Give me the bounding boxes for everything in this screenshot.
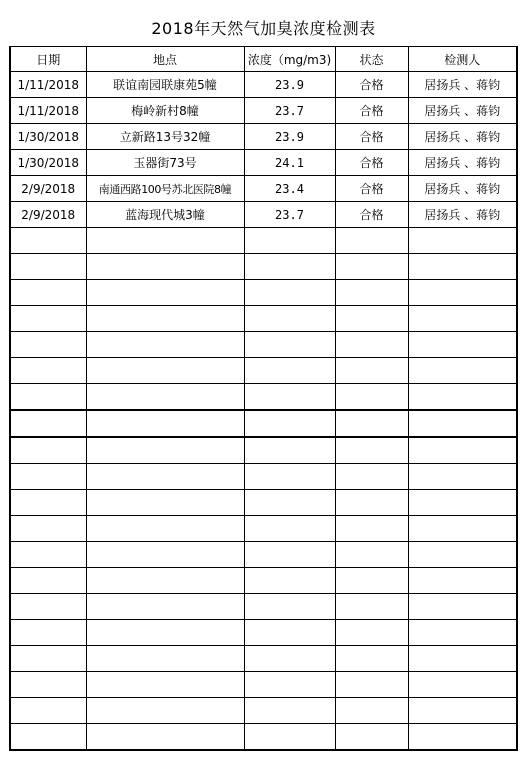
empty-cell-date[interactable] [10,620,86,646]
cell-inspector[interactable]: 居扬兵 、蒋钧 [408,98,517,124]
cell-location[interactable]: 立新路13号32幢 [86,124,244,150]
empty-cell-location[interactable] [86,254,244,280]
cell-inspector[interactable]: 居扬兵 、蒋钧 [408,124,517,150]
empty-cell-inspector[interactable] [408,384,517,411]
empty-table-row [10,254,517,280]
cell-location[interactable]: 玉器街73号 [86,150,244,176]
empty-cell-date[interactable] [10,280,86,306]
empty-cell-date[interactable] [10,724,86,751]
empty-cell-status[interactable] [335,542,408,568]
empty-cell-status[interactable] [335,332,408,358]
cell-concentration[interactable]: 24.1 [244,150,335,176]
empty-cell-status[interactable] [335,698,408,724]
empty-cell-inspector[interactable] [408,724,517,751]
cell-concentration[interactable]: 23.7 [244,202,335,228]
empty-cell-location[interactable] [86,620,244,646]
empty-cell-date[interactable] [10,594,86,620]
cell-status[interactable]: 合格 [335,150,408,176]
cell-date[interactable]: 1/11/2018 [10,98,86,124]
cell-inspector[interactable]: 居扬兵 、蒋钧 [408,202,517,228]
empty-cell-inspector[interactable] [408,254,517,280]
empty-cell-location[interactable] [86,490,244,516]
empty-cell-inspector[interactable] [408,542,517,568]
cell-inspector[interactable]: 居扬兵 、蒋钧 [408,72,517,98]
cell-status[interactable]: 合格 [335,124,408,150]
empty-cell-status[interactable] [335,568,408,594]
empty-cell-location[interactable] [86,464,244,490]
cell-location[interactable]: 蓝海现代城3幢 [86,202,244,228]
table-row [10,124,517,150]
empty-cell-inspector[interactable] [408,358,517,384]
empty-table-row [10,384,517,411]
empty-cell-concentration[interactable] [244,490,335,516]
cell-location[interactable]: 梅岭新村8幢 [86,98,244,124]
cell-status[interactable]: 合格 [335,202,408,228]
empty-cell-date[interactable] [10,464,86,490]
empty-table-row [10,437,517,464]
empty-table-row [10,698,517,724]
empty-cell-date[interactable] [10,228,86,254]
table-row [10,98,517,124]
empty-cell-inspector[interactable] [408,646,517,672]
empty-cell-concentration[interactable] [244,384,335,411]
empty-table-row [10,620,517,646]
empty-cell-date[interactable] [10,516,86,542]
empty-cell-concentration[interactable] [244,568,335,594]
empty-cell-inspector[interactable] [408,490,517,516]
empty-cell-location[interactable] [86,228,244,254]
empty-cell-status[interactable] [335,490,408,516]
header-inspector[interactable]: 检测人 [408,47,517,72]
empty-cell-concentration[interactable] [244,358,335,384]
empty-cell-concentration[interactable] [244,464,335,490]
empty-cell-status[interactable] [335,228,408,254]
empty-cell-status[interactable] [335,306,408,332]
cell-status[interactable]: 合格 [335,98,408,124]
empty-cell-concentration[interactable] [244,594,335,620]
cell-concentration[interactable]: 23.9 [244,124,335,150]
header-concentration[interactable]: 浓度（mg/m3) [244,47,335,72]
empty-table-row [10,672,517,698]
empty-cell-concentration[interactable] [244,254,335,280]
empty-table-row [10,228,517,254]
inspection-table [9,46,518,751]
table-row [10,176,517,202]
empty-cell-date[interactable] [10,410,86,437]
table-row [10,202,517,228]
empty-table-row [10,724,517,751]
empty-cell-concentration[interactable] [244,516,335,542]
page-title: 2018年天然气加臭浓度检测表 [151,19,376,38]
table-row [10,72,517,98]
empty-cell-inspector[interactable] [408,620,517,646]
empty-table-row [10,594,517,620]
empty-cell-location[interactable] [86,410,244,437]
empty-cell-location[interactable] [86,724,244,751]
empty-cell-inspector[interactable] [408,594,517,620]
header-row [10,47,517,72]
empty-table-row [10,464,517,490]
cell-inspector[interactable]: 居扬兵 、蒋钧 [408,176,517,202]
empty-cell-inspector[interactable] [408,332,517,358]
cell-location[interactable]: 南通西路100号苏北医院8幢 [86,176,244,202]
empty-table-row [10,280,517,306]
empty-cell-status[interactable] [335,620,408,646]
empty-cell-location[interactable] [86,384,244,411]
empty-table-row [10,410,517,437]
empty-cell-status[interactable] [335,464,408,490]
empty-cell-status[interactable] [335,672,408,698]
cell-date[interactable]: 1/30/2018 [10,150,86,176]
empty-cell-date[interactable] [10,254,86,280]
empty-cell-date[interactable] [10,646,86,672]
empty-cell-concentration[interactable] [244,437,335,464]
empty-cell-status[interactable] [335,516,408,542]
empty-cell-status[interactable] [335,594,408,620]
header-status[interactable]: 状态 [335,47,408,72]
empty-cell-concentration[interactable] [244,646,335,672]
cell-date[interactable]: 1/30/2018 [10,124,86,150]
empty-cell-date[interactable] [10,490,86,516]
empty-cell-location[interactable] [86,332,244,358]
empty-cell-concentration[interactable] [244,724,335,751]
empty-cell-location[interactable] [86,280,244,306]
empty-cell-concentration[interactable] [244,332,335,358]
empty-table-row [10,306,517,332]
empty-cell-status[interactable] [335,724,408,751]
empty-cell-date[interactable] [10,542,86,568]
empty-cell-concentration[interactable] [244,280,335,306]
empty-cell-location[interactable] [86,516,244,542]
empty-cell-inspector[interactable] [408,280,517,306]
empty-cell-status[interactable] [335,646,408,672]
empty-cell-date[interactable] [10,306,86,332]
cell-concentration[interactable]: 23.4 [244,176,335,202]
cell-concentration[interactable]: 23.9 [244,72,335,98]
empty-cell-inspector[interactable] [408,698,517,724]
empty-table-row [10,332,517,358]
empty-cell-inspector[interactable] [408,568,517,594]
empty-cell-inspector[interactable] [408,464,517,490]
cell-date[interactable]: 2/9/2018 [10,176,86,202]
cell-location[interactable]: 联谊南园联康苑5幢 [86,72,244,98]
empty-cell-status[interactable] [335,384,408,411]
empty-cell-concentration[interactable] [244,672,335,698]
empty-cell-date[interactable] [10,698,86,724]
empty-cell-date[interactable] [10,358,86,384]
cell-concentration[interactable]: 23.7 [244,98,335,124]
empty-cell-status[interactable] [335,410,408,437]
empty-cell-date[interactable] [10,568,86,594]
empty-cell-inspector[interactable] [408,410,517,437]
empty-cell-date[interactable] [10,384,86,411]
header-date[interactable]: 日期 [10,47,86,72]
empty-cell-date[interactable] [10,332,86,358]
cell-inspector[interactable]: 居扬兵 、蒋钧 [408,150,517,176]
header-location[interactable]: 地点 [86,47,244,72]
empty-cell-inspector[interactable] [408,516,517,542]
empty-cell-location[interactable] [86,358,244,384]
empty-cell-date[interactable] [10,672,86,698]
empty-cell-status[interactable] [335,280,408,306]
empty-cell-concentration[interactable] [244,410,335,437]
empty-cell-status[interactable] [335,254,408,280]
empty-table-row [10,568,517,594]
empty-table-row [10,646,517,672]
empty-cell-concentration[interactable] [244,620,335,646]
empty-table-row [10,542,517,568]
empty-table-row [10,516,517,542]
empty-cell-status[interactable] [335,437,408,464]
cell-date[interactable]: 1/11/2018 [10,72,86,98]
empty-cell-location[interactable] [86,646,244,672]
empty-cell-date[interactable] [10,437,86,464]
empty-cell-inspector[interactable] [408,306,517,332]
empty-cell-inspector[interactable] [408,672,517,698]
empty-cell-status[interactable] [335,358,408,384]
empty-cell-location[interactable] [86,437,244,464]
empty-cell-location[interactable] [86,594,244,620]
table-body [10,72,517,751]
cell-date[interactable]: 2/9/2018 [10,202,86,228]
empty-cell-concentration[interactable] [244,306,335,332]
empty-cell-concentration[interactable] [244,542,335,568]
empty-cell-location[interactable] [86,542,244,568]
empty-cell-location[interactable] [86,672,244,698]
empty-cell-concentration[interactable] [244,698,335,724]
cell-status[interactable]: 合格 [335,176,408,202]
empty-cell-location[interactable] [86,568,244,594]
empty-cell-inspector[interactable] [408,228,517,254]
empty-cell-location[interactable] [86,306,244,332]
empty-cell-concentration[interactable] [244,228,335,254]
empty-table-row [10,490,517,516]
empty-table-row [10,358,517,384]
empty-cell-location[interactable] [86,698,244,724]
empty-cell-inspector[interactable] [408,437,517,464]
cell-status[interactable]: 合格 [335,72,408,98]
table-row [10,150,517,176]
